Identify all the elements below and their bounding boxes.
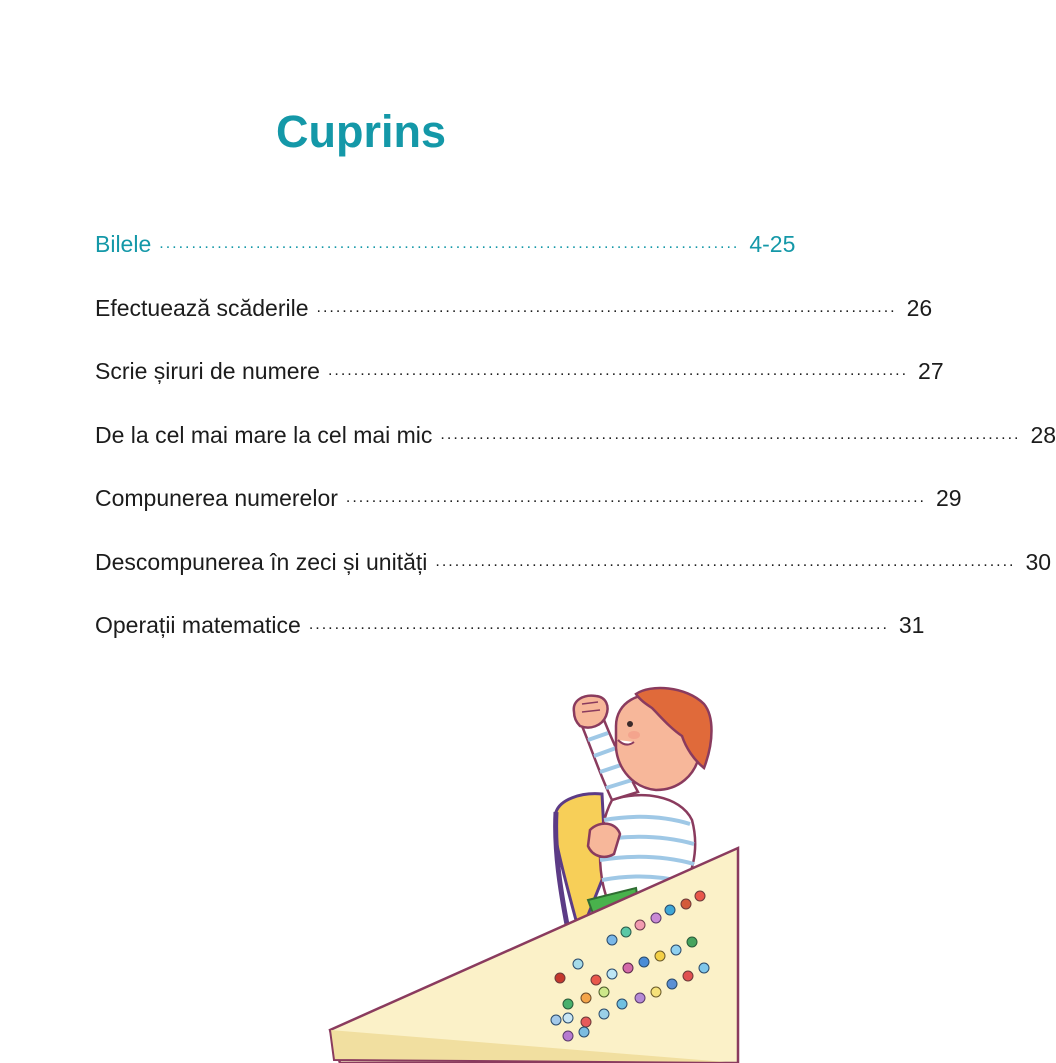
toc-entry-page: 28 [1030,421,1056,448]
leader-dots: .......................................................................................... [345,489,926,506]
toc-entry-label: Compunerea numerelor [95,485,338,511]
leader-dots: .......................................................................................... [308,616,889,633]
toc-entry-label: Scrie șiruri de numere [95,358,320,384]
toc-entry-label: Descompunerea în zeci și unități [95,548,428,575]
toc-entry-label: Operații matematice [95,612,301,638]
leader-dots: .......................................................................................... [316,298,897,316]
leader-dots: .......................................................................................... [159,235,740,252]
toc-entry-label: Efectuează scăderile [95,294,309,321]
leader-dots: .......................................................................................... [440,425,1021,443]
page-title: Cuprins [275,106,446,157]
desk [330,848,738,1063]
toc-entry-label: De la cel mai mare la cel mai mic [95,421,433,448]
boy-head [616,688,712,790]
toc-entry-page: 31 [898,612,925,638]
resting-arm [588,824,620,857]
toc-entry-page: 29 [935,485,962,511]
toc-entry-page: 27 [918,358,944,384]
leader-dots: .......................................................................................... [435,552,1016,570]
leader-dots: .......................................................................................... [327,362,909,379]
toc-entry-label: Bilele [95,231,152,257]
toc-entry-page: 30 [1025,548,1052,575]
toc-entry-page: 26 [906,294,933,321]
toc-entry-page: 4-25 [749,231,796,257]
